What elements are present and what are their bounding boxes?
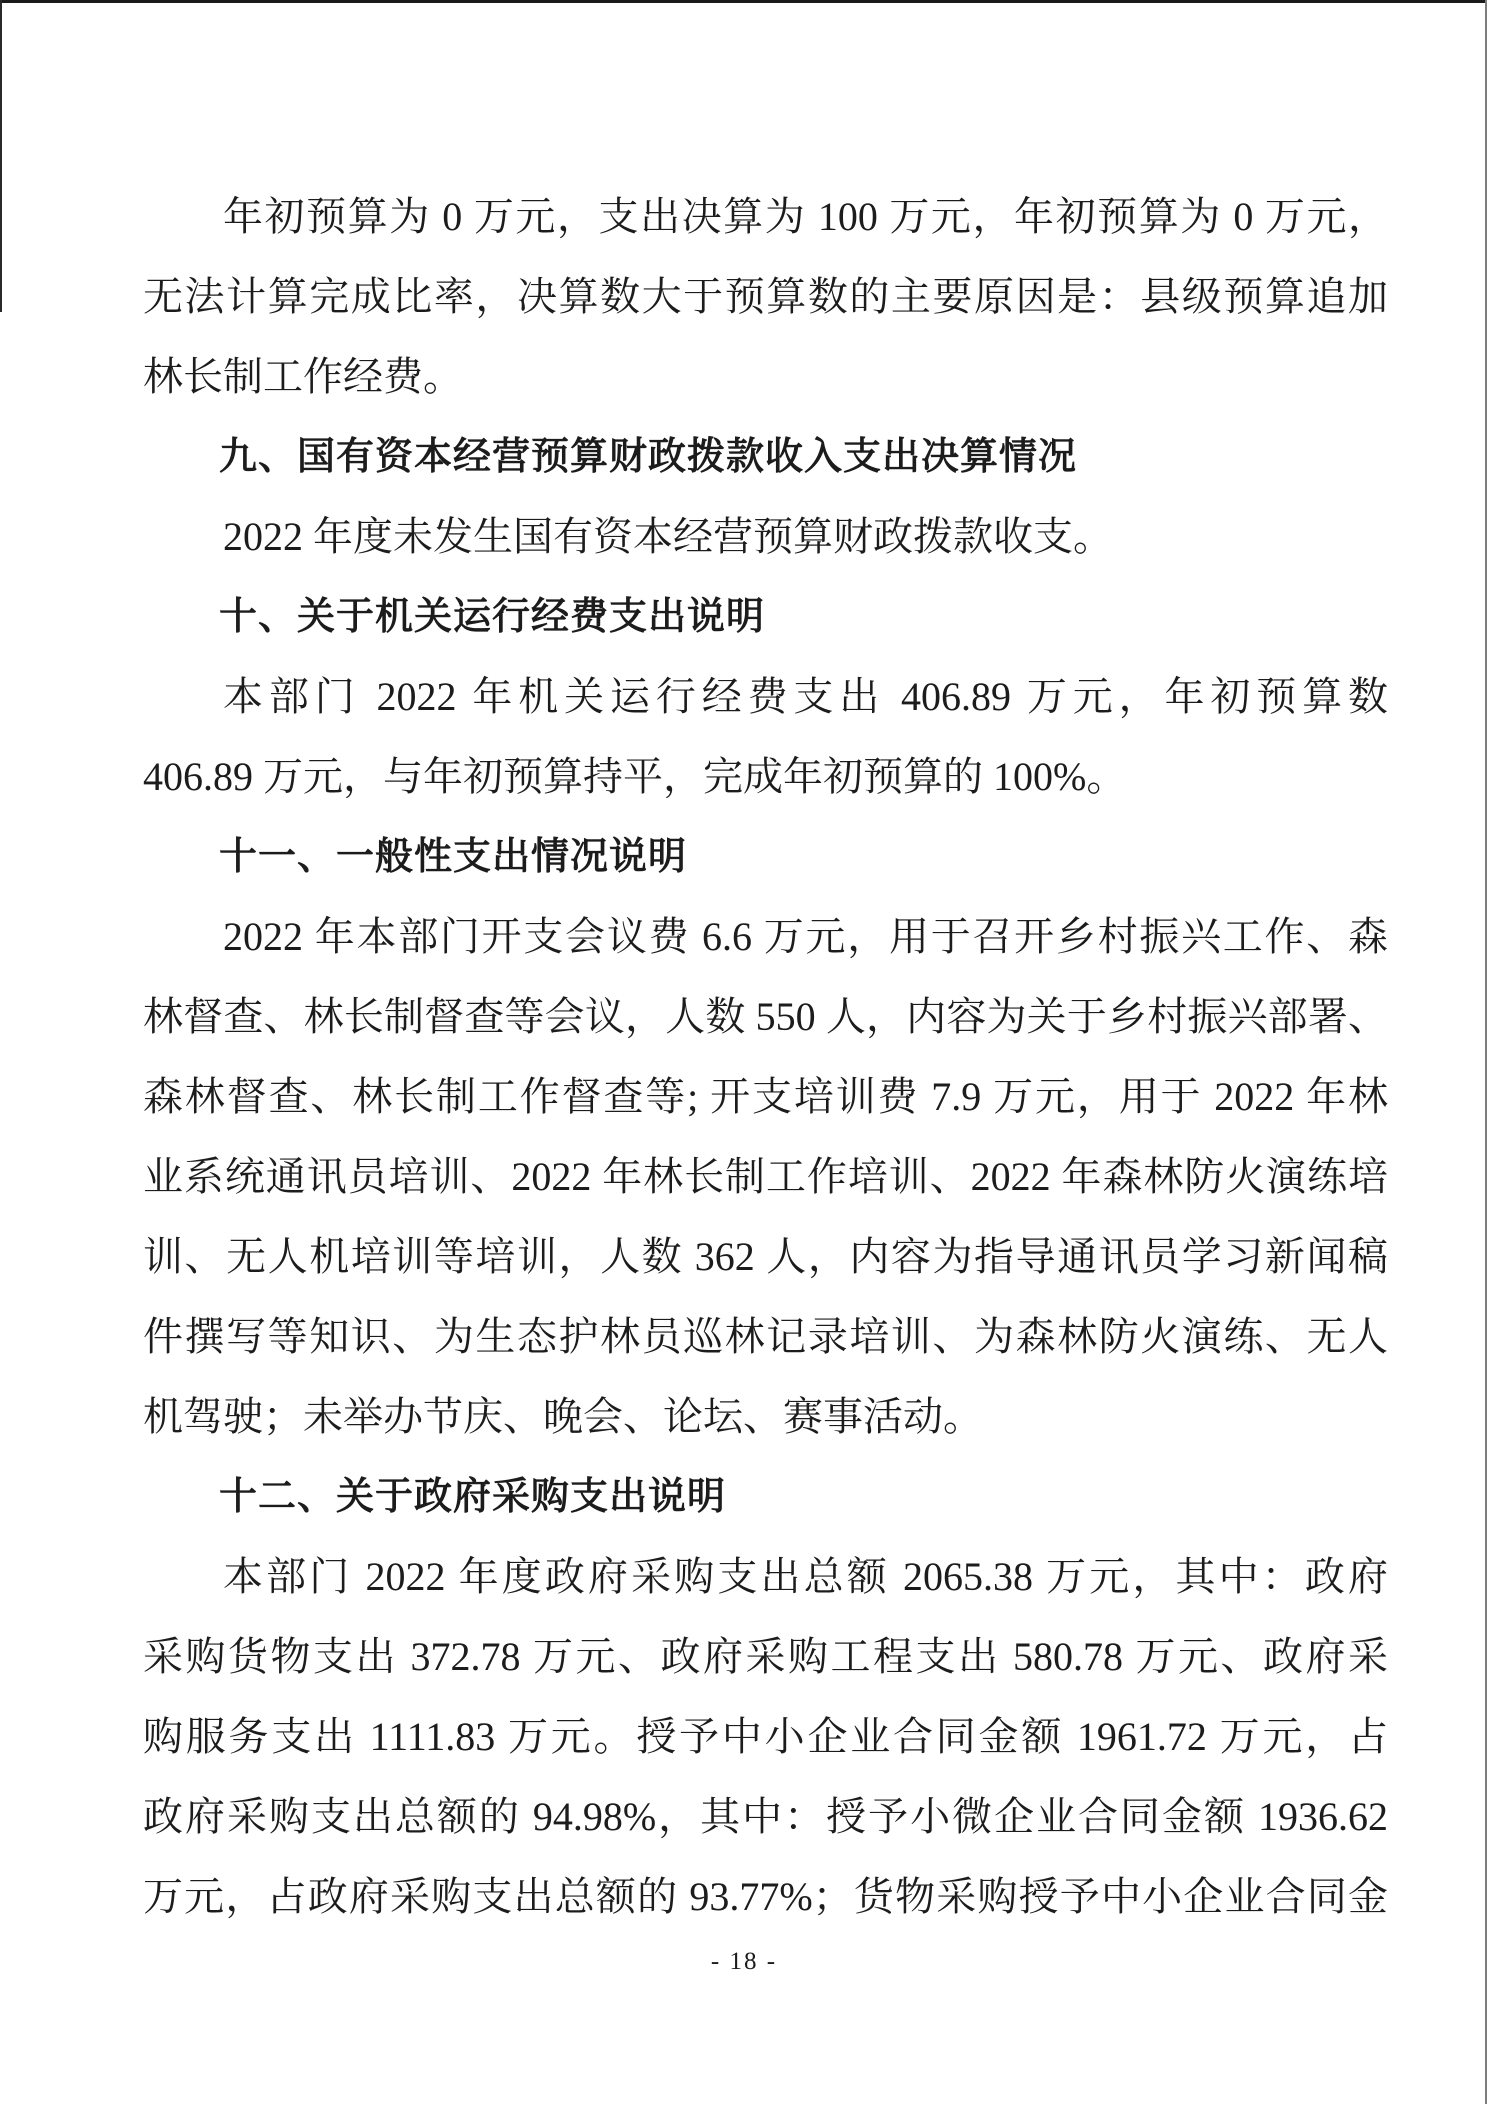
section-heading: 九、国有资本经营预算财政拨款收入支出决算情况 xyxy=(219,436,1078,478)
body-line: 年初预算为 0 万元，支出决算为 100 万元，年初预算为 0 万元， xyxy=(223,194,1388,239)
page-right-edge xyxy=(1485,0,1487,2104)
body-line: 政府采购支出总额的 94.98%，其中：授予小微企业合同金额 1936.62 xyxy=(143,1794,1388,1839)
body-line: 森林督查、林长制工作督查等; 开支培训费 7.9 万元，用于 2022 年林 xyxy=(143,1074,1388,1119)
body-line: 本部门 2022 年机关运行经费支出 406.89 万元，年初预算数 xyxy=(223,674,1388,719)
body-line: 业系统通讯员培训、2022 年林长制工作培训、2022 年森林防火演练培 xyxy=(143,1154,1388,1199)
text-block xyxy=(143,177,1388,1937)
page-number: - 18 - xyxy=(710,1948,778,1975)
body-line: 万元，占政府采购支出总额的 93.77%；货物采购授予中小企业合同金 xyxy=(143,1874,1388,1919)
body-line: 件撰写等知识、为生态护林员巡林记录培训、为森林防火演练、无人 xyxy=(143,1314,1388,1359)
body-line: 训、无人机培训等培训，人数 362 人，内容为指导通讯员学习新闻稿 xyxy=(143,1234,1388,1279)
body-line: 无法计算完成比率，决算数大于预算数的主要原因是：县级预算追加 xyxy=(143,274,1388,319)
section-heading: 十一、一般性支出情况说明 xyxy=(219,836,688,878)
body-line: 本部门 2022 年度政府采购支出总额 2065.38 万元，其中：政府 xyxy=(223,1554,1388,1599)
body-line: 采购货物支出 372.78 万元、政府采购工程支出 580.78 万元、政府采 xyxy=(143,1634,1388,1679)
body-line: 2022 年本部门开支会议费 6.6 万元，用于召开乡村振兴工作、森 xyxy=(223,914,1388,959)
section-heading: 十、关于机关运行经费支出说明 xyxy=(219,596,766,638)
body-line: 2022 年度未发生国有资本经营预算财政拨款收支。 xyxy=(223,514,1113,559)
body-line: 406.89 万元，与年初预算持平，完成年初预算的 100%。 xyxy=(143,754,1127,799)
body-line: 机驾驶；未举办节庆、晚会、论坛、赛事活动。 xyxy=(143,1394,983,1439)
page-left-edge xyxy=(0,0,2,312)
section-heading: 十二、关于政府采购支出说明 xyxy=(219,1476,727,1518)
body-line: 购服务支出 1111.83 万元。授予中小企业合同金额 1961.72 万元，占 xyxy=(143,1714,1388,1759)
body-line: 林长制工作经费。 xyxy=(143,354,463,399)
page-top-edge xyxy=(0,0,1486,3)
body-line: 林督查、林长制督查等会议，人数 550 人，内容为关于乡村振兴部署、 xyxy=(143,994,1388,1039)
